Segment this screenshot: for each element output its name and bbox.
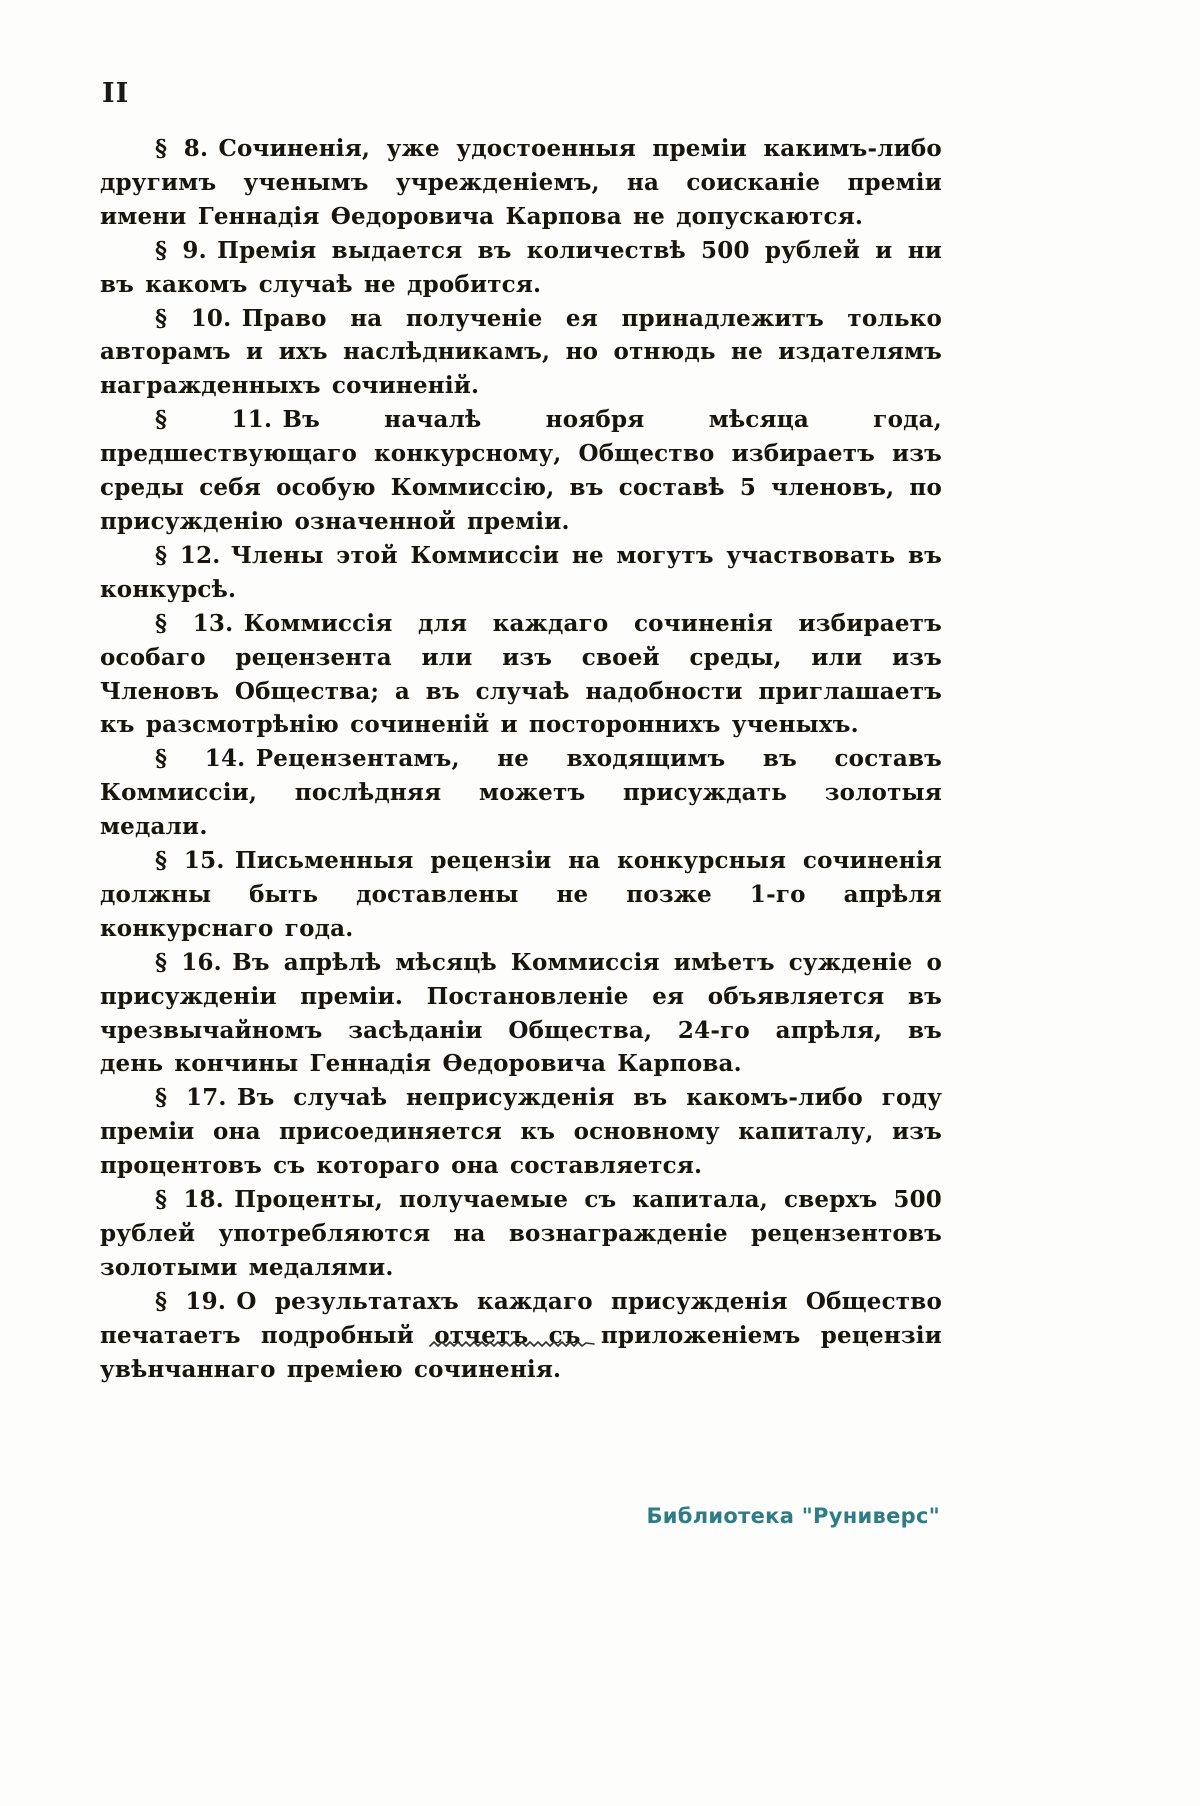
section-label: § 8. xyxy=(155,135,209,162)
section-label: § 10. xyxy=(155,304,232,332)
paragraph xyxy=(100,132,942,234)
section-label: § 14. xyxy=(155,745,246,773)
text-body xyxy=(100,132,942,1387)
paragraph xyxy=(100,539,942,607)
paragraph xyxy=(100,844,942,946)
section-label: § 17. xyxy=(155,1084,227,1112)
paragraph xyxy=(100,403,942,539)
section-label: § 9. xyxy=(155,236,207,264)
paragraph-text: Право на полученіе ея принадлежитъ только авторамъ и ихъ наслѣдникамъ, но отнюдь не издателямъ награжденныхъ сочиненій. xyxy=(100,304,942,400)
paragraph xyxy=(100,946,942,1082)
page-number: II xyxy=(102,78,130,109)
paragraph xyxy=(100,234,942,302)
paragraph-text: Сочиненія, уже удостоенныя преміи какимъ-либо другимъ ученымъ учрежденіемъ, на соисканіе преміи имени Геннадія Ѳедоровича Карпова не допускаются. xyxy=(100,135,942,230)
paragraph-text: Рецензентамъ, не входящимъ въ составъ Коммиссіи, послѣдняя можетъ присуждать золотыя медали. xyxy=(100,745,942,841)
section-label: § 16. xyxy=(155,948,222,976)
paragraph-text: Въ апрѣлѣ мѣсяцѣ Коммиссія имѣетъ сужденіе о присужденіи преміи. Постановленіе ея объявляется въ чрезвычайномъ засѣданіи Общества, 24-го апрѣля, въ день кончины Геннадія Ѳедоровича Карпова. xyxy=(100,948,942,1078)
paragraph-text: Письменныя рецензіи на конкурсныя сочиненія должны быть доставлены не позже 1-го апрѣля конкурснаго года. xyxy=(100,847,942,942)
section-label: § 11. xyxy=(155,406,273,434)
paragraph-text: О результатахъ каждаго присужденія Общество печатаетъ подробный отчетъ съ приложеніемъ рецензіи увѣнчаннаго преміею сочиненія. xyxy=(100,1287,942,1383)
paragraph-text: Проценты, получаемые съ капитала, сверхъ 500 рублей употребляются на вознагражденіе рецензентовъ золотыми медалями. xyxy=(100,1186,942,1281)
section-label: § 19. xyxy=(155,1287,227,1315)
paragraph xyxy=(100,302,942,404)
paragraph xyxy=(100,607,942,743)
section-label: § 13. xyxy=(155,609,234,637)
library-watermark: Библиотека "Руниверс" xyxy=(646,1504,940,1528)
paragraph-text: Члены этой Коммиссіи не могутъ участвовать въ конкурсѣ. xyxy=(100,541,942,603)
paragraph xyxy=(100,1285,942,1387)
paragraph-text: Коммиссія для каждаго сочиненія избираетъ особаго рецензента или изъ своей среды, или изъ Членовъ Общества; а въ случаѣ надобности приглашаетъ къ разсмотрѣнію сочиненій и постороннихъ ученыхъ. xyxy=(100,609,942,739)
paragraph xyxy=(100,1081,942,1183)
paragraph-text: Въ началѣ ноября мѣсяца года, предшествующаго конкурсному, Общество избираетъ изъ среды себя особую Коммиссію, въ составѣ 5 членовъ, по присужденію означенной преміи. xyxy=(100,406,942,535)
paragraph-text: Въ случаѣ неприсужденія въ какомъ-либо году преміи она присоединяется къ основному капиталу, изъ процентовъ съ котораго она составляется. xyxy=(100,1084,942,1180)
paragraph-text: Премія выдается въ количествѣ 500 рублей и ни въ какомъ случаѣ не дробится. xyxy=(100,236,942,298)
divider-squiggle-icon xyxy=(428,1338,618,1352)
section-label: § 12. xyxy=(155,541,221,569)
section-label: § 15. xyxy=(155,847,225,875)
paragraph xyxy=(100,742,942,844)
section-label: § 18. xyxy=(155,1186,224,1214)
paragraph xyxy=(100,1183,942,1285)
